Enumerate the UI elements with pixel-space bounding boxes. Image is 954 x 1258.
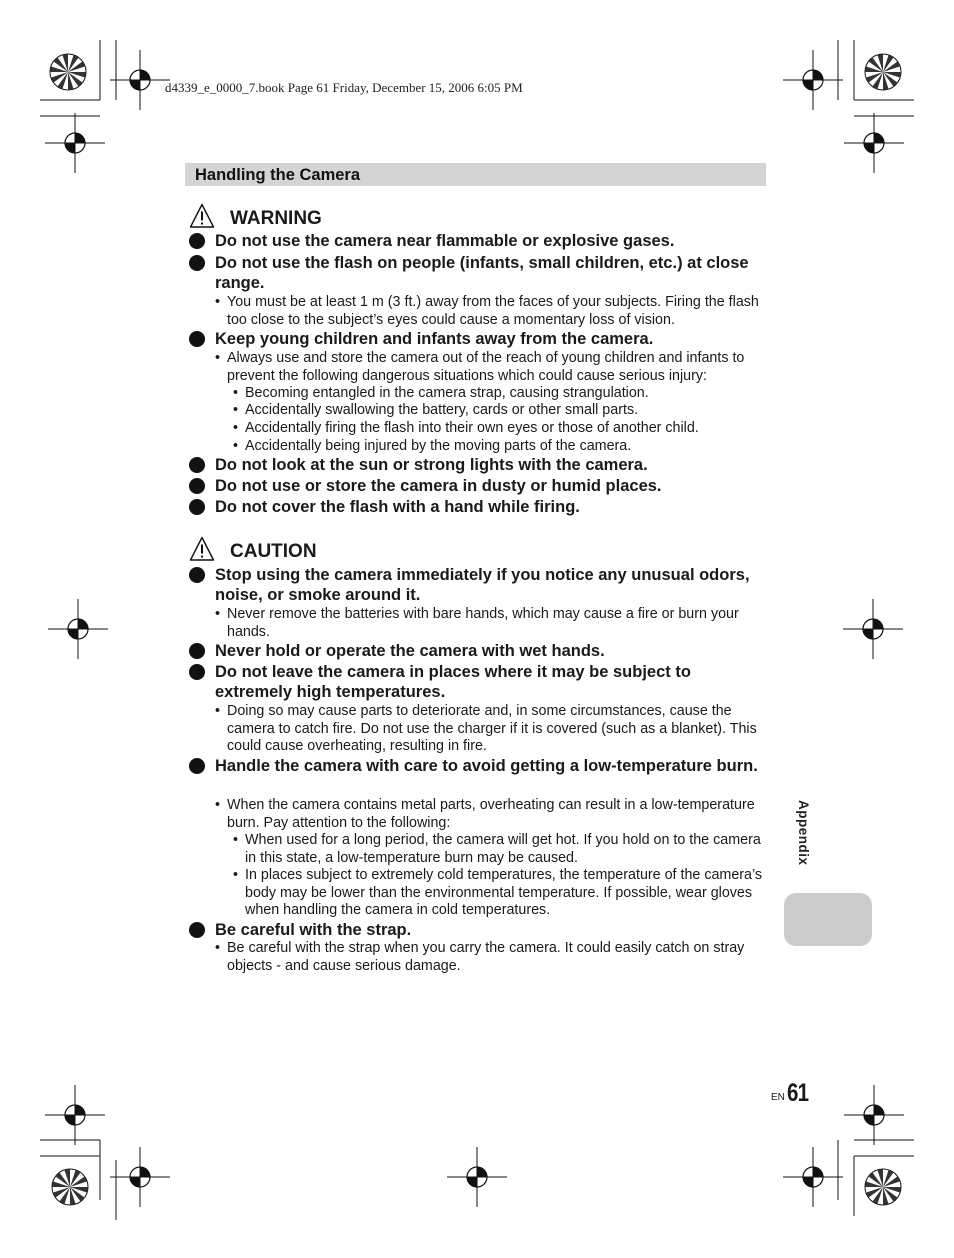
bullet-dot-icon xyxy=(189,643,205,659)
bullet-dot-icon xyxy=(189,457,205,473)
caution-note: • Doing so may cause parts to deteriorate and, in some circumstances, cause the camera to catch fire. Do not use the charger if it is covered (such as a blanket). This could cause overheating, resulting in fire. xyxy=(215,703,757,754)
caution-item: Do not leave the camera in places where it may be subject to extremely high temperatures. xyxy=(215,662,770,702)
bullet-dot-icon xyxy=(189,664,205,680)
warning-item: Do not use or store the camera in dusty or humid places. xyxy=(215,476,770,496)
warning-item: Keep young children and infants away from the camera. xyxy=(215,329,770,349)
bullet-dot-icon xyxy=(189,922,205,938)
bullet-dot-icon xyxy=(189,567,205,583)
warning-subnote: • Accidentally firing the flash into their own eyes or those of another child. xyxy=(233,420,699,436)
section-title: Handling the Camera xyxy=(195,166,361,184)
appendix-side-tab xyxy=(784,893,872,946)
bullet-dot-icon xyxy=(189,233,205,249)
bullet-dot-icon xyxy=(189,758,205,774)
bullet-dot-icon xyxy=(189,478,205,494)
bullet-dot-icon xyxy=(189,331,205,347)
caution-note: • Be careful with the strap when you carry the camera. It could easily catch on stray objects - and cause serious damage. xyxy=(215,940,745,974)
warning-note: • Always use and store the camera out of the reach of young children and infants to prevent the following dangerous situations which could cause serious injury: xyxy=(215,350,745,384)
warning-triangle-icon xyxy=(189,203,215,229)
caution-item: Stop using the camera immediately if you notice any unusual odors, noise, or smoke around it. xyxy=(215,565,770,605)
caution-subnote: • In places subject to extremely cold temperatures, the temperature of the camera’s body may be lower than the environmental temperature. If possible, wear gloves when handling the camera in cold temperatures. xyxy=(233,867,763,918)
warning-item: Do not use the camera near flammable or explosive gases. xyxy=(215,231,770,251)
warning-item: Do not cover the flash with a hand while firing. xyxy=(215,497,770,517)
caution-note: • When the camera contains metal parts, overheating can result in a low-temperature burn. Pay attention to the following: xyxy=(215,797,755,831)
caution-heading-text: CAUTION xyxy=(230,541,317,562)
warning-heading-text: WARNING xyxy=(230,208,322,229)
warning-note: • You must be at least 1 m (3 ft.) away from the faces of your subjects. Firing the flash too close to the subject’s eyes could cause a momentary loss of vision. xyxy=(215,294,759,328)
warning-subnote: • Accidentally swallowing the battery, cards or other small parts. xyxy=(233,402,639,418)
caution-item: Handle the camera with care to avoid getting a low-temperature burn. xyxy=(215,756,770,776)
warning-subnote: • Accidentally being injured by the moving parts of the camera. xyxy=(233,438,632,454)
section-header-bar xyxy=(185,163,766,186)
caution-subnote: • When used for a long period, the camera will get hot. If you hold on to the camera in this state, a low-temperature burn may be caused. xyxy=(233,832,761,866)
caution-triangle-icon xyxy=(189,536,215,562)
bullet-dot-icon xyxy=(189,255,205,271)
print-slug-line: d4339_e_0000_7.book Page 61 Friday, December 15, 2006 6:05 PM xyxy=(165,80,523,95)
appendix-side-label: Appendix xyxy=(796,800,811,866)
caution-item: Never hold or operate the camera with wet hands. xyxy=(215,641,770,661)
warning-item: Do not use the flash on people (infants, small children, etc.) at close range. xyxy=(215,253,770,293)
bullet-dot-icon xyxy=(189,499,205,515)
caution-item: Be careful with the strap. xyxy=(215,920,770,940)
warning-item: Do not look at the sun or strong lights with the camera. xyxy=(215,455,770,475)
warning-subnote: • Becoming entangled in the camera strap, causing strangulation. xyxy=(233,385,649,401)
caution-note: • Never remove the batteries with bare hands, which may cause a fire or burn your hands. xyxy=(215,606,739,640)
page-number: 61 xyxy=(787,1079,809,1107)
page-language: EN xyxy=(771,1092,785,1103)
